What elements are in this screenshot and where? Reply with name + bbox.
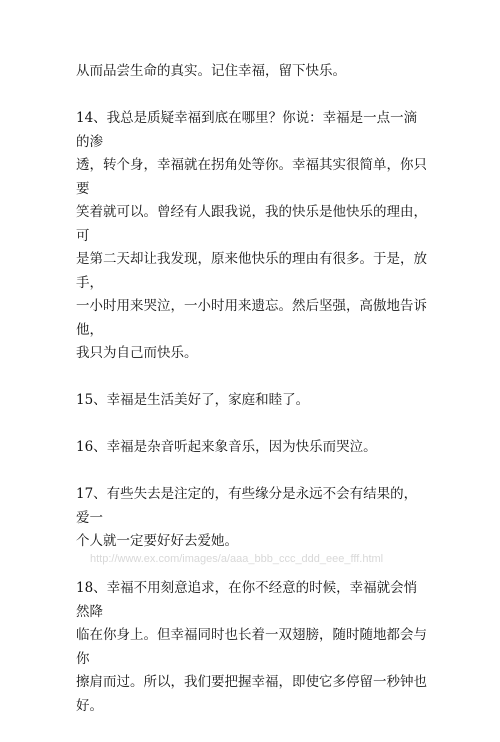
paragraph-18: 18、幸福不用刻意追求，在你不经意的时候，幸福就会悄然降 临在你身上。但幸福同时也长着一双翅膀，随时随地都会与你 擦肩而过。所以，我们要把握幸福，即使它多停留一秒钟也好。 bbox=[76, 580, 427, 714]
paragraph-17: 17、有些失去是注定的，有些缘分是永远不会有结果的，爱一 个人就一定要好好去爱她。 bbox=[76, 486, 418, 549]
watermark: http://www.ex.com/images/a/aaa_bbb_ccc_ddd_eee_fff.html bbox=[90, 553, 384, 565]
paragraph-intro: 从而品尝生命的真实。记住幸福，留下快乐。 bbox=[76, 63, 346, 79]
document-body bbox=[76, 60, 428, 742]
paragraph-14: 14、我总是质疑幸福到底在哪里？你说：幸福是一点一滴的渗 透，转个身，幸福就在拐角处等你。幸福其实很简单，你只要 笑着就可以。曾经有人跟我说，我的快乐是他快乐的理由，可 是第二天却让我发现，原来他快乐的理由有很多。于是，放手， 一小时用来哭泣，一小时用来遗忘。然后坚强，高傲地告诉他， 我只为自己而快乐。 bbox=[76, 110, 427, 361]
paragraph-16: 16、幸福是杂音听起来象音乐，因为快乐而哭泣。 bbox=[76, 439, 377, 455]
paragraph-15: 15、幸福是生活美好了，家庭和睦了。 bbox=[76, 392, 310, 408]
